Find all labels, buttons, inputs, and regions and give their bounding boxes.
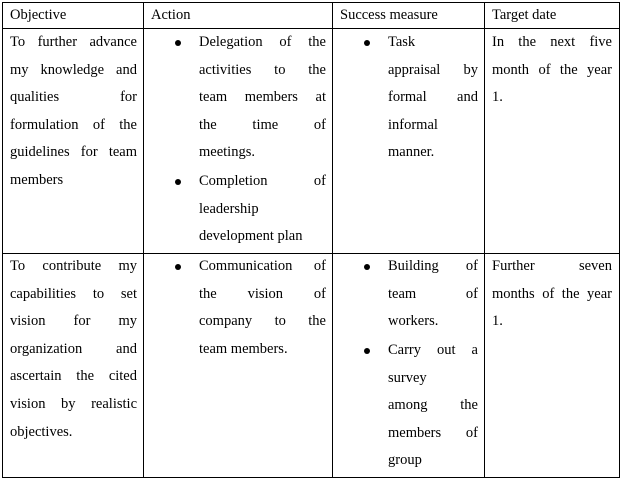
header-objective: Objective <box>10 7 67 23</box>
bullet-icon <box>364 264 370 270</box>
table-border-left <box>2 2 3 478</box>
row1-action-item-2: Completion of leadership development plan <box>199 173 326 245</box>
bullet-icon <box>364 348 370 354</box>
header-success-measure: Success measure <box>340 7 438 23</box>
row2-success-item-2: Carry out a survey among the members of group <box>388 342 478 469</box>
row1-action-item-1: Delegation of the activities to the team members at the time of meetings. <box>199 34 326 161</box>
bullet-icon <box>364 40 370 46</box>
bullet-icon <box>175 40 181 46</box>
table-border-right <box>619 2 620 478</box>
header-target-date: Target date <box>492 7 557 23</box>
column-separator-1 <box>143 2 144 478</box>
row2-success-item-1: Building of team of workers. <box>388 258 478 330</box>
row1-objective: To further advance my knowledge and qualities for formulation of the guidelines for team members <box>10 34 137 188</box>
row2-objective: To contribute my capabilities to set vision for my organization and ascertain the cited vision by realistic objectives. <box>10 258 137 440</box>
header-action: Action <box>151 7 191 23</box>
table-border-top <box>2 2 620 3</box>
table-border-bottom <box>2 477 620 478</box>
bullet-icon <box>175 264 181 270</box>
column-separator-2 <box>332 2 333 478</box>
row2-target-date: Further seven months of the year 1. <box>492 258 612 330</box>
row1-success-item-1: Task appraisal by formal and informal manner. <box>388 34 478 161</box>
bullet-icon <box>175 179 181 185</box>
column-separator-3 <box>484 2 485 478</box>
row2-action-item-1: Communication of the vision of company to the team members. <box>199 258 326 357</box>
row1-target-date: In the next five month of the year 1. <box>492 34 612 106</box>
